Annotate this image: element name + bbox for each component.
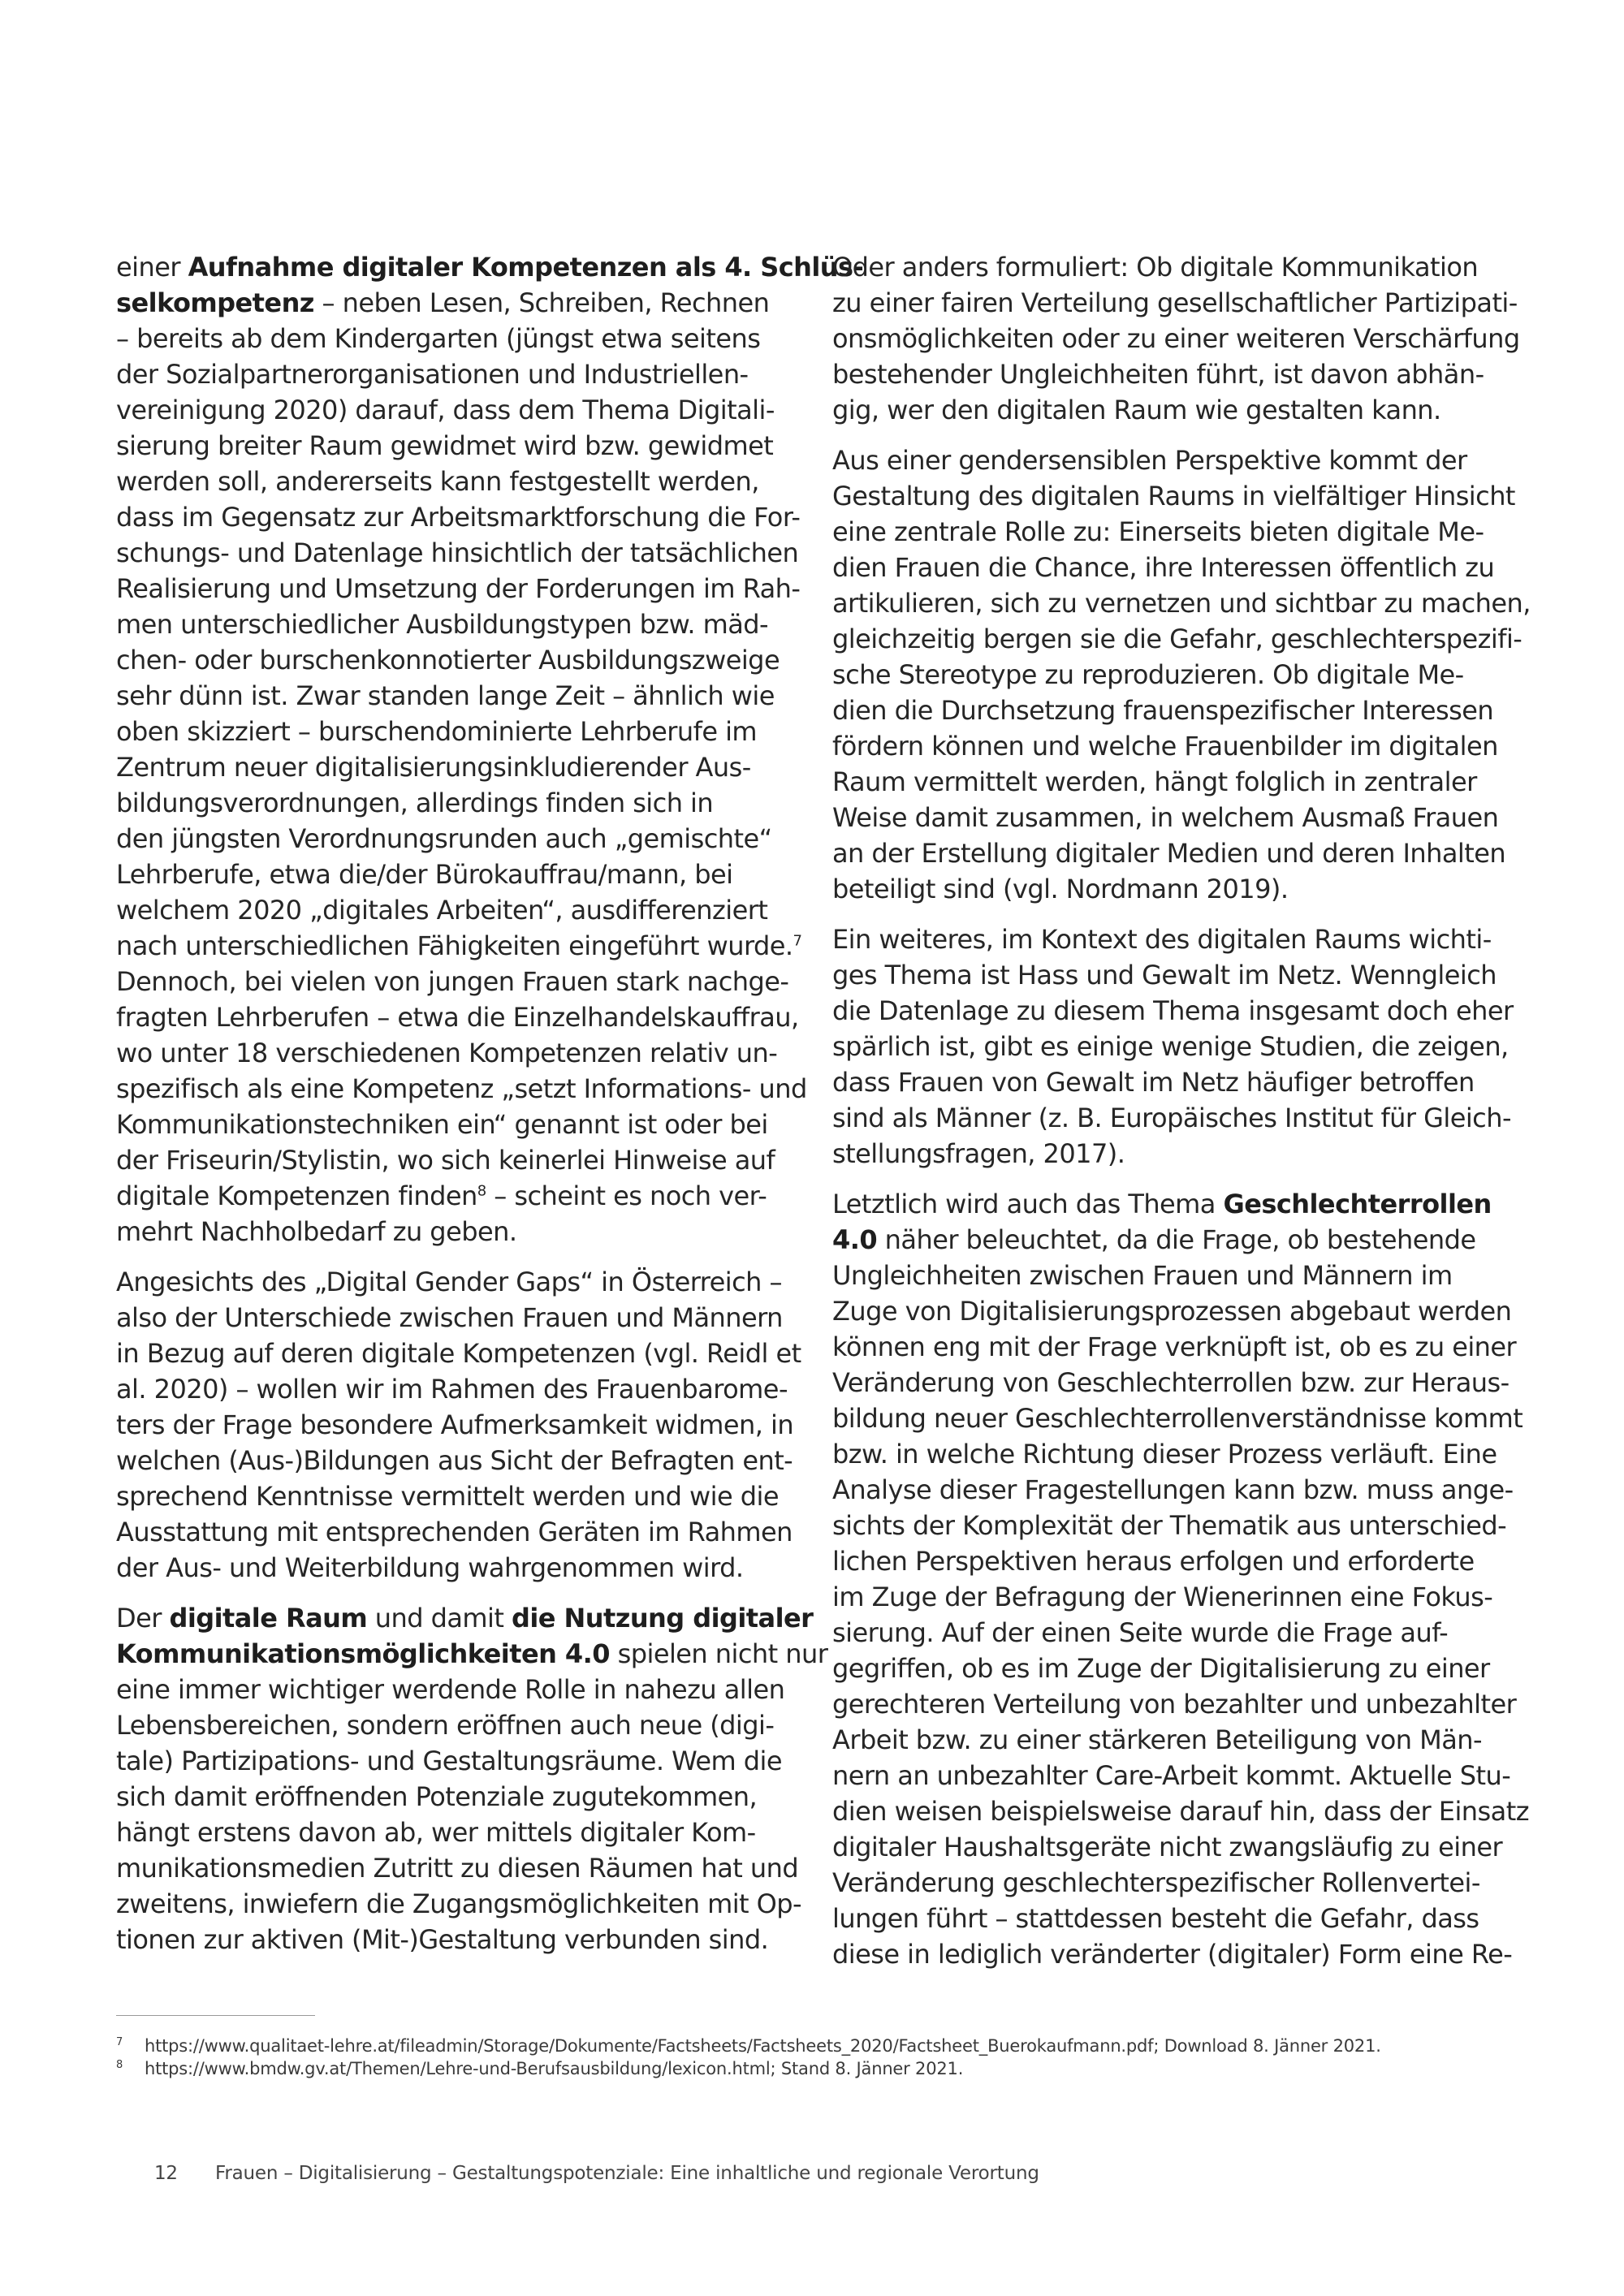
paragraph: einer Aufnahme digitaler Kompetenzen als 4. Schlüs- selkompetenz – neben Lesen, Schreiben, Rechnen – bereits ab dem Kindergarten (jüngst etwa seitens der Sozialpartnerorganisationen und Industriellen- vereinigung 2020) darauf, dass dem Thema Digitali- sierung breiter Raum gewidmet wird bzw. gewidmet werden soll, andererseits kann festgestellt werden, dass im Gegensatz zur Arbeitsmarktforschung die For- schungs- und Datenlage hinsichtlich der tatsächlichen Realisierung und Umsetzung der Forderungen im Rah- men unterschiedlicher Ausbildungstypen bzw. mäd- chen- oder burschenkonnotierter Ausbildungszweige sehr dünn ist. Zwar standen lange Zeit – ähnlich wie oben skizziert – burschendominierte Lehrberufe im Zentrum neuer digitalisierungsinkludierender Aus- bildungsverordnungen, allerdings finden sich in den jüngsten Verordnungsrunden auch „gemischte“ Lehrberufe, etwa die/der Bürokauffrau/mann, bei welchem 2020 „digitales Arbeiten“, ausdifferenziert nach unterschiedlichen Fähigkeiten eingeführt wurde.$^7$ Dennoch, bei vielen von jungen Frauen stark nachge- fragten Lehrberufen – etwa die Einzelhandelskauffrau, wo unter 18 verschiedenen Kompetenzen relativ un- spezifisch als eine Kompetenz „setzt Informations- und Kommunikationstechniken ein“ genannt ist oder bei der Friseurin/Stylistin, wo sich keinerlei Hinweise auf digitale Kompetenzen finden$^8$ – scheint es noch ver- mehrt Nachholbedarf zu geben. bbox=[116, 252, 864, 1247]
footnote-divider bbox=[116, 2015, 315, 2016]
footnote-7 bbox=[116, 2035, 1561, 2057]
paragraph: Angesichts des „Digital Gender Gaps“ in Österreich – also der Unterschiede zwischen Frauen und Männern in Bezug auf deren digitale Kompetenzen (vgl. Reidl et al. 2020) – wollen wir im Rahmen des Frauenbarome- ters der Frage besondere Aufmerksamkeit widmen, in welchen (Aus-)Bildungen aus Sicht der Befragten ent- sprechend Kenntnisse vermittelt werden und wie die Ausstattung mit entsprechenden Geräten im Rahmen der Aus- und Weiterbildung wahrgenommen wird. bbox=[116, 1267, 801, 1583]
left-column bbox=[116, 249, 864, 1972]
footnote-link[interactable]: https://www.qualitaet-lehre.at/fileadmin/Storage/Dokumente/Factsheets/Factsheets_2020/Factsheet_Buerokaufmann.pdf; Download 8. Jänner 2021. bbox=[145, 2036, 1381, 2056]
paragraph: Oder anders formuliert: Ob digitale Kommunikation zu einer fairen Verteilung gesellschaftlicher Partizipati- onsmöglichkeiten oder zu einer weiteren Verschärfung bestehender Ungleichheiten führt, ist davon abhän- gig, wer den digitalen Raum wie gestalten kann. bbox=[832, 252, 1520, 425]
footnote-number: 8 bbox=[116, 2059, 123, 2071]
paragraph: Ein weiteres, im Kontext des digitalen Raums wichti- ges Thema ist Hass und Gewalt im Netz. Wenngleich die Datenlage zu diesem Thema insgesamt doch eher spärlich ist, gibt es einige wenige Studien, die zeigen, dass Frauen von Gewalt im Netz häufiger betroffen sind als Männer (z. B. Europäisches Institut für Gleich- stellungsfragen, 2017). bbox=[832, 924, 1514, 1169]
paragraph: Der digitale Raum und damit die Nutzung digitaler Kommunikationsmöglichkeiten 4.0 spielen nicht nur eine immer wichtiger werdende Rolle in nahezu allen Lebensbereichen, sondern eröffnen auch neue (digi- tale) Partizipations- und Gestaltungsräume. Wem die sich damit eröffnenden Potenziale zugutekommen, hängt erstens davon ab, wer mittels digitaler Kom- munikationsmedien Zutritt zu diesen Räumen hat und zweitens, inwiefern die Zugangsmöglichkeiten mit Op- tionen zur aktiven (Mit-)Gestaltung verbunden sind. bbox=[116, 1603, 828, 1955]
footnote-ref-8[interactable]: 8 bbox=[477, 1182, 486, 1200]
paragraph: Aus einer gendersensiblen Perspektive kommt der Gestaltung des digitalen Raums in vielfältiger Hinsicht eine zentrale Rolle zu: Einerseits bieten digitale Me- dien Frauen die Chance, ihre Interessen öffentlich zu artikulieren, sich zu vernetzen und sichtbar zu machen, gleichzeitig bergen sie die Gefahr, geschlechterspezifi- sche Stereotype zu reproduzieren. Ob digitale Me- dien die Durchsetzung frauenspezifischer Interessen fördern können und welche Frauenbilder im digitalen Raum vermittelt werden, hängt folglich in zentraler Weise damit zusammen, in welchem Ausmaß Frauen an der Erstellung digitaler Medien und deren Inhalten beteiligt sind (vgl. Nordmann 2019). bbox=[832, 445, 1531, 904]
footnote-8 bbox=[116, 2057, 1561, 2080]
footnote-ref-7[interactable]: 7 bbox=[793, 932, 802, 950]
footnotes bbox=[116, 2035, 1561, 2080]
page-footer bbox=[154, 2161, 1039, 2186]
paragraph: Letztlich wird auch das Thema Geschlechterrollen 4.0 näher beleuchtet, da die Frage, ob bestehende Ungleichheiten zwischen Frauen und Männern im Zuge von Digitalisierungsprozessen abgebaut werden können eng mit der Frage verknüpft ist, ob es zu einer Veränderung von Geschlechterrollen bzw. zur Heraus- bildung neuer Geschlechterrollenverständnisse kommt bzw. in welche Richtung dieser Prozess verläuft. Eine Analyse dieser Fragestellungen kann bzw. muss ange- sichts der Komplexität der Thematik aus unterschied- lichen Perspektiven heraus erfolgen und erforderte im Zuge der Befragung der Wienerinnen eine Fokus- sierung. Auf der einen Seite wurde die Frage auf- gegriffen, ob es im Zuge der Digitalisierung zu einer gerechteren Verteilung von bezahlter und unbezahlter Arbeit bzw. zu einer stärkeren Beteiligung von Män- nern an unbezahlter Care-Arbeit kommt. Aktuelle Stu- dien weisen beispielsweise darauf hin, dass der Einsatz digitaler Haushaltsgeräte nicht zwangsläufig zu einer Veränderung geschlechterspezifischer Rollenvertei- lungen führt – stattdessen besteht die Gefahr, dass diese in lediglich veränderter (digitaler) Form eine Re- bbox=[832, 1189, 1529, 1970]
footnote-number: 7 bbox=[116, 2036, 123, 2048]
page-number: 12 bbox=[154, 2163, 178, 2184]
running-title: Frauen – Digitalisierung – Gestaltungspotenziale: Eine inhaltliche und regionale Verortung bbox=[215, 2163, 1039, 2184]
right-column bbox=[832, 249, 1531, 1987]
footnote-link[interactable]: https://www.bmdw.gv.at/Themen/Lehre-und-Berufsausbildung/lexicon.html; Stand 8. Jänner 2021. bbox=[145, 2059, 964, 2078]
